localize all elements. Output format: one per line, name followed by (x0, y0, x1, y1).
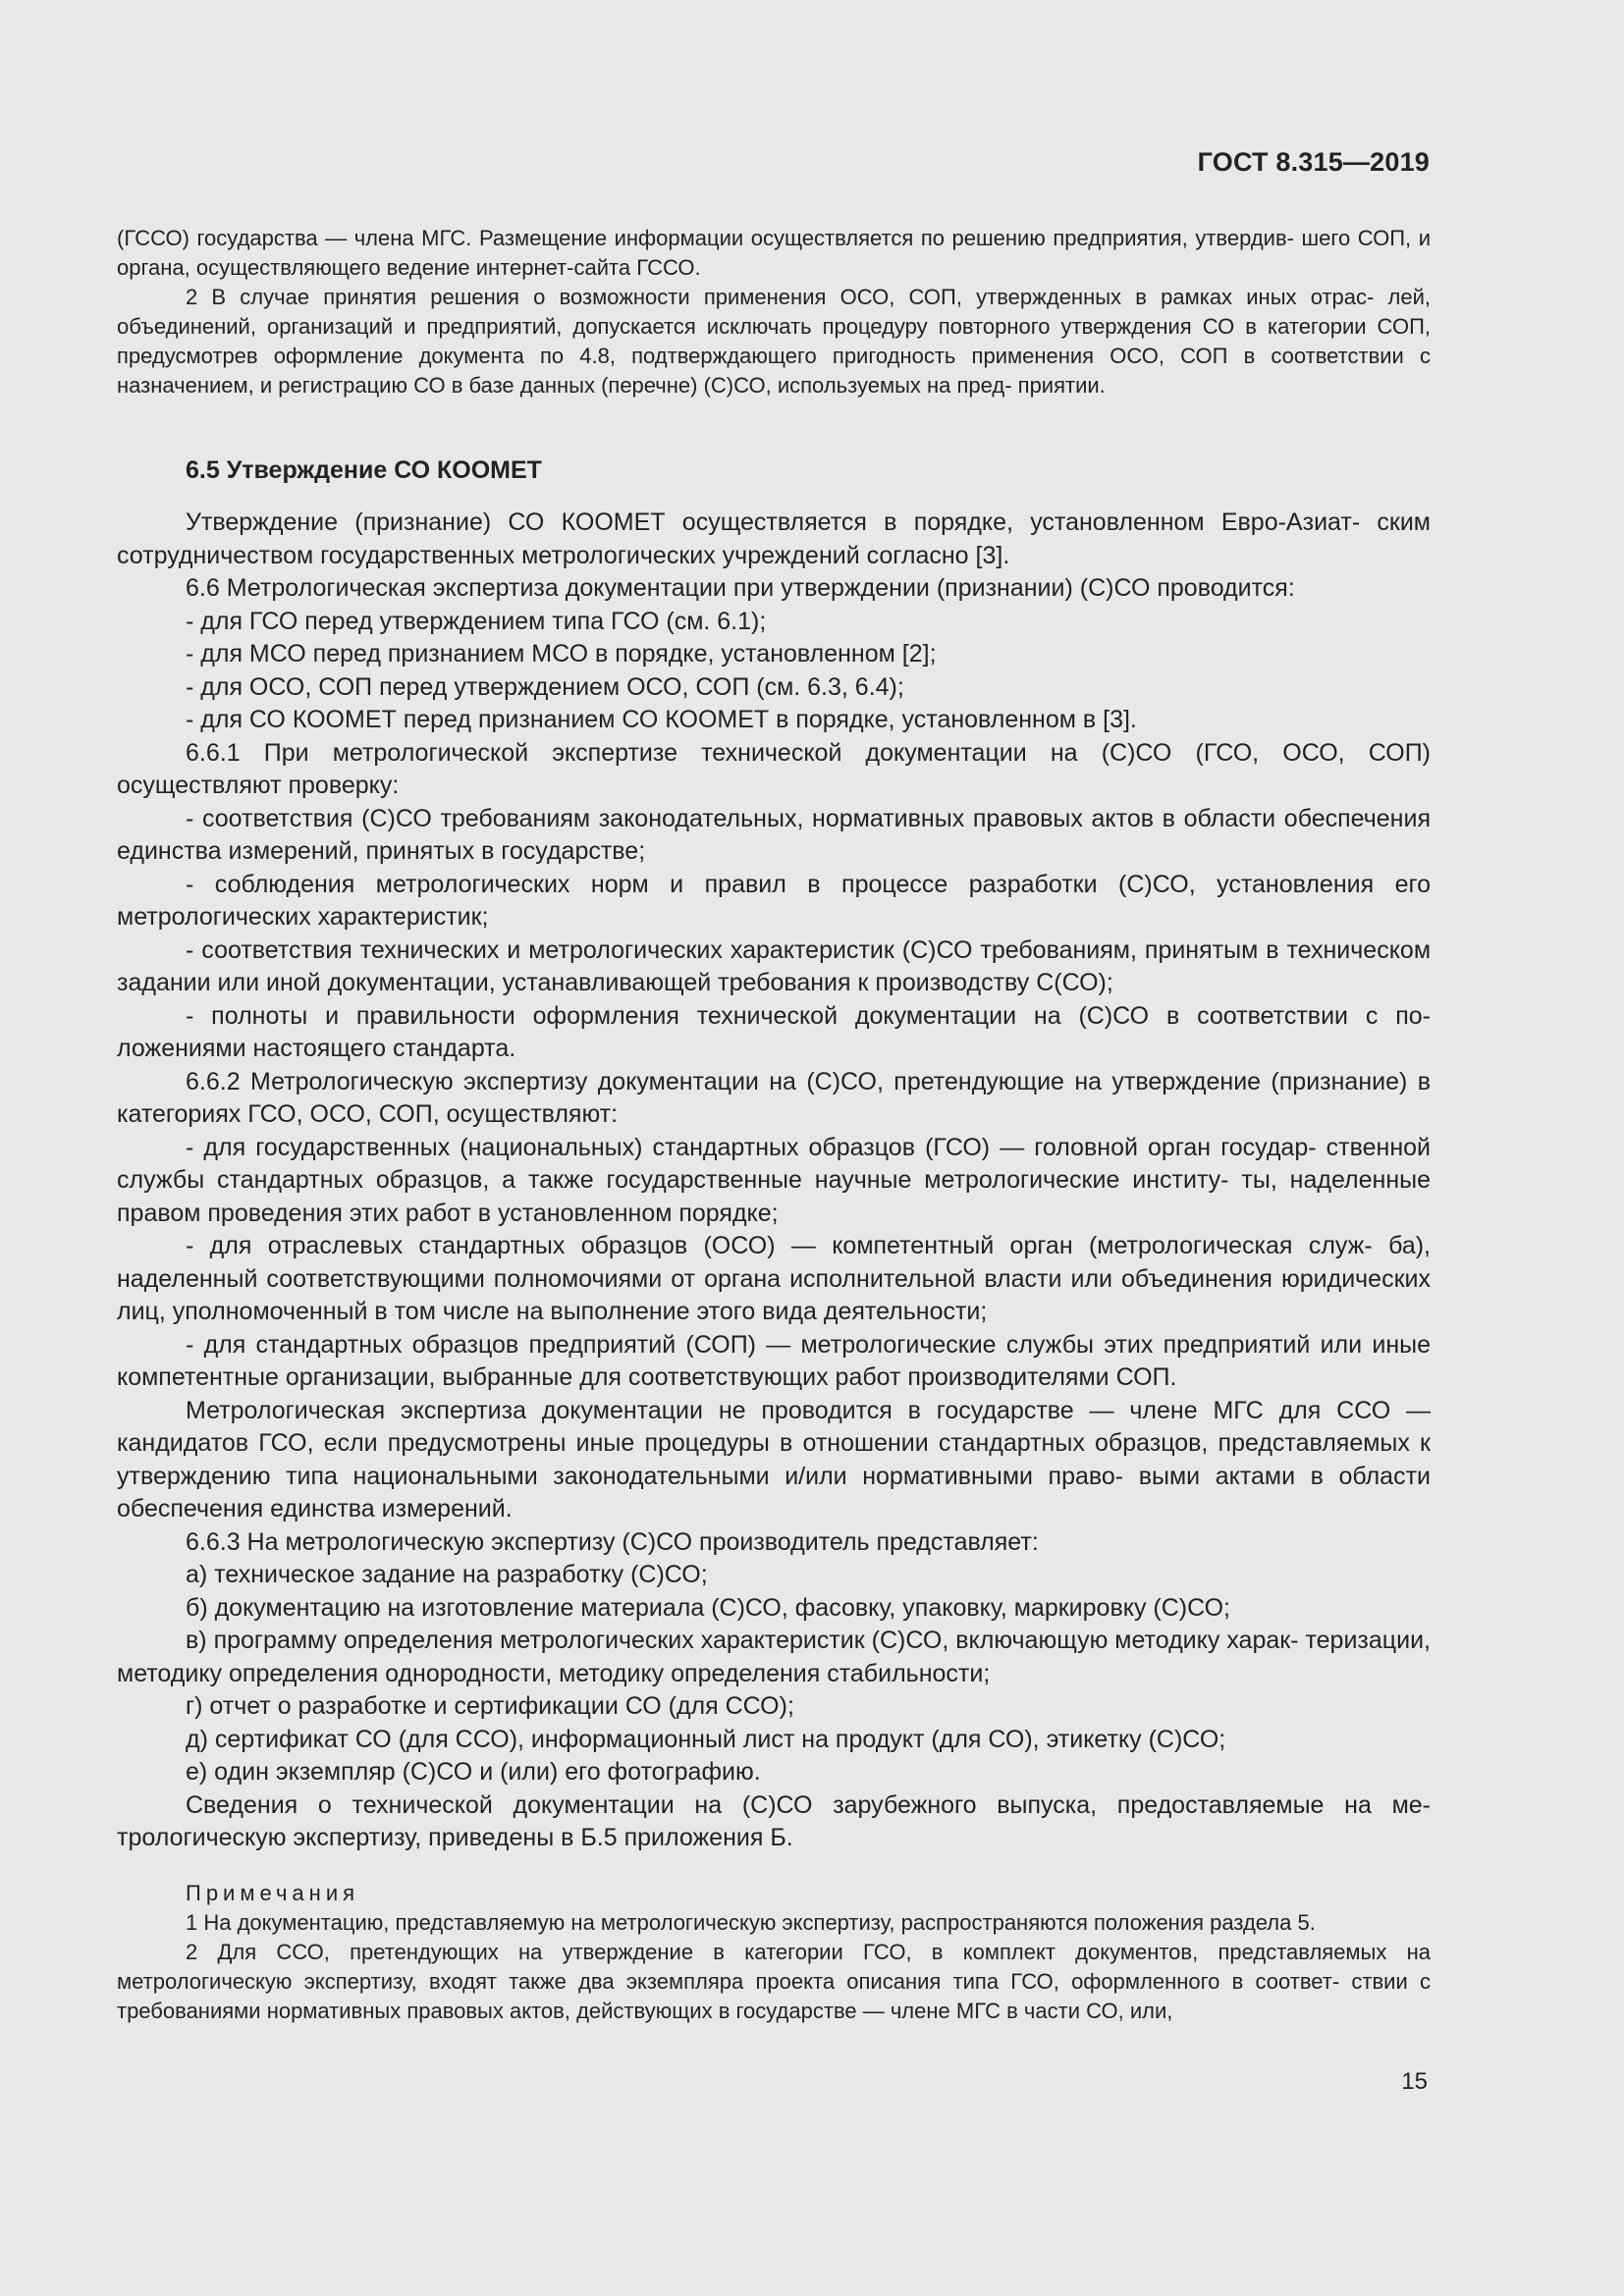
list-item: в) программу определения метрологических характеристик (С)СО, включающую методику харак- теризации, методику определения однородности, методику определения стабильности; (117, 1627, 1431, 1687)
list-item: е) один экземпляр (С)СО и (или) его фотографию. (186, 1758, 761, 1786)
list-item: д) сертификат СО (для ССО), информационный лист на продукт (для СО), этикетку (С)СО; (186, 1725, 1226, 1753)
list-item: - для СО КООМЕТ перед признанием СО КООМЕТ в порядке, установленном в [3]. (186, 706, 1137, 733)
list-item: - для государственных (национальных) стандартных образцов (ГСО) — головной орган государ- ственной службы стандартных образцов, а также государственные научные метрологические институ- ты, наделенные правом проведения этих работ в установленном порядке; (117, 1133, 1431, 1227)
list-item: б) документацию на изготовление материала (С)СО, фасовку, упаковку, маркировку (С)СО; (186, 1593, 1230, 1622)
notes-block (117, 1879, 1431, 2026)
list-item: - для отраслевых стандартных образцов (ОСО) — компетентный орган (метрологическая служ- ба), наделенный соответствующими полномочиями от органа исполнительной власти или объединения юридических лиц, уполномоченный в том числе на выполнение этого вида деятельности; (117, 1232, 1431, 1325)
note: 2 Для ССО, претендующих на утверждение в категории ГСО, в комплект документов, представляемых на метрологическую экспертизу, входят также два экземпляра проекта описания типа ГСО, оформленного в соответ- ствии с требованиями нормативных правовых актов, действующих в государстве — члене МГС в части СО, или, (117, 1940, 1431, 2023)
list-item: - для стандартных образцов предприятий (СОП) — метрологические службы этих предприятий или иные компетентные организации, выбранные для соответствующих работ производителями СОП. (117, 1330, 1431, 1391)
page-number: 15 (1401, 2068, 1428, 2095)
paragraph: 6.6.3 На метрологическую экспертизу (С)СО производитель представляет: (186, 1527, 1039, 1556)
section-heading: 6.5 Утверждение СО КООМЕТ (186, 456, 542, 484)
document-id: ГОСТ 8.315—2019 (1197, 147, 1430, 177)
notes-title: Примечания (186, 1881, 360, 1905)
paragraph: (ГССО) государства — члена МГС. Размещение информации осуществляется по решению предприятия, утвердив- шего СОП, и органа, осуществляющего ведение интернет-сайта ГССО. (117, 226, 1431, 280)
paragraph: 6.6.1 При метрологической экспертизе технической документации на (С)СО (ГСО, ОСО, СОП) осуществляют проверку: (117, 738, 1431, 799)
list-item: - соблюдения метрологических норм и правил в процессе разработки (С)СО, установления его метрологических характеристик; (117, 870, 1431, 931)
paragraph: 6.6 Метрологическая экспертиза документации при утверждении (признании) (С)СО проводится: (186, 574, 1295, 602)
list-item: - для МСО перед признанием МСО в порядке, установленном [2]; (186, 640, 937, 667)
list-item: а) техническое задание на разработку (С)СО; (186, 1561, 708, 1588)
top-note-block (117, 224, 1431, 400)
paragraph: Утверждение (признание) СО КООМЕТ осуществляется в порядке, установленном Евро-Азиат- ским сотрудничеством государственных метрологических учреждений согласно [3]. (117, 508, 1431, 569)
paragraph: Сведения о технической документации на (С)СО зарубежного выпуска, предоставляемые на ме- трологическую экспертизу, приведены в Б.5 приложения Б. (117, 1790, 1431, 1851)
note: 1 На документацию, представляемую на метрологическую экспертизу, распространяются положения раздела 5. (186, 1910, 1316, 1935)
list-item: - для ОСО, СОП перед утверждением ОСО, СОП (см. 6.3, 6.4); (186, 672, 904, 701)
list-item: - соответствия технических и метрологических характеристик (С)СО требованиям, принятым в техническом задании или иной документации, устанавливающей требования к производству С(СО); (117, 935, 1431, 996)
paragraph: 2 В случае принятия решения о возможности применения ОСО, СОП, утвержденных в рамках иных отрас- лей, объединений, организаций и предприятий, допускается исключать процедуру повторного утверждения СО в категории СОП, предусмотрев оформление документа по 4.8, подтверждающего пригодность применения ОСО, СОП в соответствии с назначением, и регистрацию СО в базе данных (перечне) (С)СО, используемых на пред- приятии. (117, 285, 1431, 398)
list-item: г) отчет о разработке и сертификации СО (для ССО); (186, 1692, 794, 1720)
list-item: - соответствия (С)СО требованиям законодательных, нормативных правовых актов в области обеспечения единства измерений, принятых в государстве; (117, 804, 1431, 865)
paragraph: 6.6.2 Метрологическую экспертизу документации на (С)СО, претендующие на утверждение (признание) в категориях ГСО, ОСО, СОП, осуществляют: (117, 1067, 1431, 1128)
paragraph: Метрологическая экспертиза документации не проводится в государстве — члене МГС для ССО — кандидатов ГСО, если предусмотрены иные процедуры в отношении стандартных образцов, представляемых к утверждению типа национальными законодательными и/или нормативными право- выми актами в области обеспечения единства измерений. (117, 1396, 1431, 1522)
list-item: - для ГСО перед утверждением типа ГСО (см. 6.1); (186, 607, 767, 635)
list-item: - полноты и правильности оформления технической документации на (С)СО в соответствии с по- ложениями настоящего стандарта. (117, 1001, 1431, 1062)
main-text (117, 507, 1431, 1855)
